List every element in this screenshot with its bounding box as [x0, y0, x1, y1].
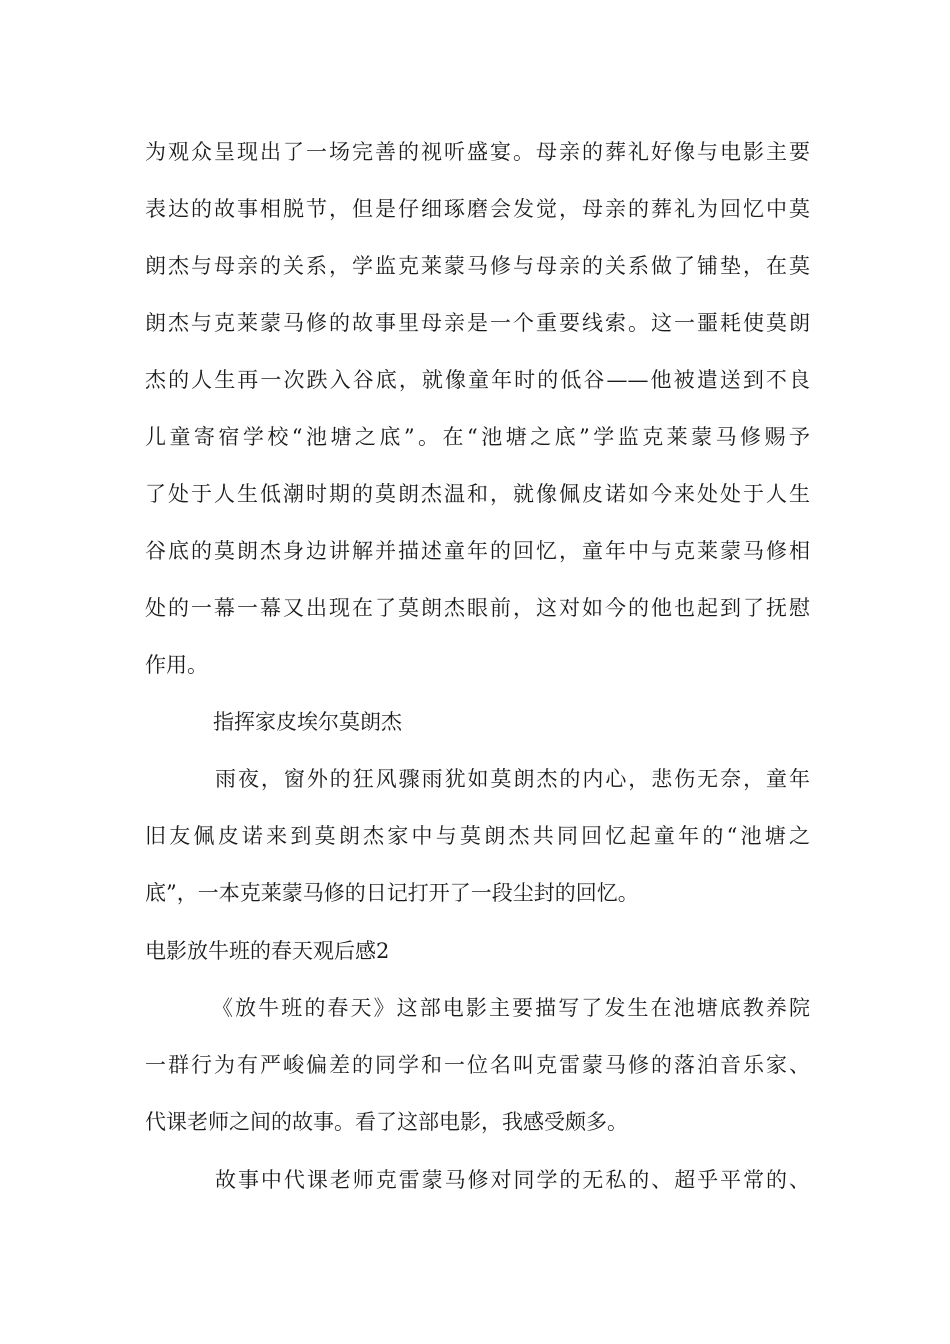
- text-line: 杰的人生再一次跌入谷底，就像童年时的低谷——他被遣送到不良: [145, 368, 810, 392]
- text-line: 代课老师之间的故事。看了这部电影，我感受颇多。: [145, 1110, 628, 1134]
- text-line: 儿童寄宿学校“池塘之底”。在“池塘之底”学监克莱蒙马修赐予: [145, 425, 810, 449]
- text-line: 谷底的莫朗杰身边讲解并描述童年的回忆，童年中与克莱蒙马修相: [145, 539, 810, 563]
- text-line: 故事中代课老师克雷蒙马修对同学的无私的、超乎平常的、: [215, 1168, 810, 1192]
- section-heading: 电影放牛班的春天观后感2: [145, 939, 390, 963]
- text-line: 了处于人生低潮时期的莫朗杰温和，就像佩皮诺如今来处处于人生: [145, 482, 810, 506]
- text-line: 朗杰与克莱蒙马修的故事里母亲是一个重要线索。这一噩耗使莫朗: [145, 311, 810, 335]
- caption: 指挥家皮埃尔莫朗杰: [213, 710, 402, 734]
- text-line: 处的一幕一幕又出现在了莫朗杰眼前，这对如今的他也起到了抚慰: [145, 596, 810, 620]
- text-line: 表达的故事相脱节，但是仔细琢磨会发觉，母亲的葬礼为回忆中莫: [145, 197, 810, 221]
- text-line: 底”，一本克莱蒙马修的日记打开了一段尘封的回忆。: [145, 881, 639, 905]
- text-line: 为观众呈现出了一场完善的视听盛宴。母亲的葬礼好像与电影主要: [145, 140, 810, 164]
- text-line: 朗杰与母亲的关系，学监克莱蒙马修与母亲的关系做了铺垫，在莫: [145, 254, 810, 278]
- text-line: 雨夜，窗外的狂风骤雨犹如莫朗杰的内心，悲伤无奈，童年: [215, 767, 810, 791]
- text-line: 作用。: [145, 653, 208, 677]
- text-line: 一群行为有严峻偏差的同学和一位名叫克雷蒙马修的落泊音乐家、: [145, 1053, 810, 1077]
- text-line: 旧友佩皮诺来到莫朗杰家中与莫朗杰共同回忆起童年的“池塘之: [145, 824, 810, 848]
- text-line: 《放牛班的春天》这部电影主要描写了发生在池塘底教养院: [212, 996, 810, 1020]
